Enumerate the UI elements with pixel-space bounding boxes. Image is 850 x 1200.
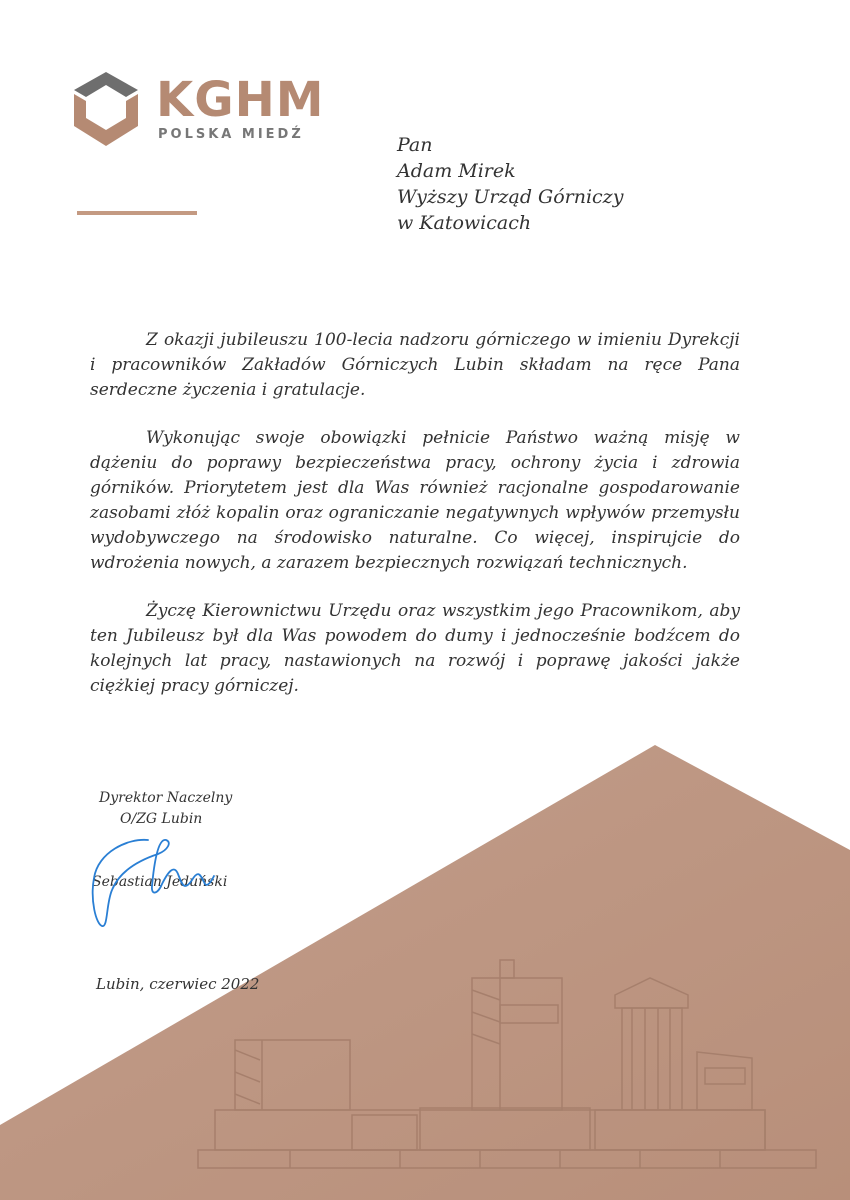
- signature-block: [90, 788, 350, 890]
- body-paragraph-3: Życzę Kierownictwu Urzędu oraz wszystkim jego Pracownikom, aby ten Jubileusz był dla Was powodem do dumy i jednocześnie bodźcem do kolejnych lat pracy, nastawionych na rozwój i poprawę jakości jakże ciężkiej pracy górniczej.: [90, 601, 740, 696]
- addressee-institution: Wyższy Urząd Górniczy: [397, 186, 624, 208]
- signatory-unit: O/ZG Lubin: [120, 811, 203, 827]
- body-paragraph-2: Wykonując swoje obowiązki pełnicie Państwo ważną misję w dążeniu do poprawy bezpieczeństwa pracy, ochrony życia i zdrowia górników. Priorytetem jest dla Was również racjonalne gospodarowanie zasobami złóż kopalin oraz ograniczanie negatywnych wpływów przemysłu wydobywczego na środowisko naturalne. Co więcej, inspirujcie do wdrożenia nowych, a zarazem bezpiecznych rozwiązań technicznych.: [90, 428, 740, 573]
- addressee-salutation: Pan: [397, 134, 433, 156]
- addressee-location: w Katowicach: [397, 212, 532, 234]
- signatory-name: Sebastian Jeduński: [92, 874, 228, 890]
- handwritten-signature: [88, 834, 248, 934]
- header-divider: [77, 211, 197, 215]
- addressee-name: Adam Mirek: [397, 160, 516, 182]
- body-paragraph-1: Z okazji jubileuszu 100-lecia nadzoru górniczego w imieniu Dyrekcji i pracowników Zakładów Górniczych Lubin składam na ręce Pana serdeczne życzenia i gratulacje.: [90, 330, 740, 400]
- signatory-title: Dyrektor Naczelny: [99, 790, 233, 806]
- company-logo: [74, 72, 354, 152]
- addressee-block: [397, 132, 623, 236]
- logo-wordmark: KGHM: [156, 72, 325, 128]
- logo-subtitle: POLSKA MIEDŹ: [158, 127, 304, 142]
- letter-body: [90, 328, 740, 722]
- kghm-cube-logo-icon: [74, 72, 138, 146]
- place-and-date: Lubin, czerwiec 2022: [96, 975, 260, 993]
